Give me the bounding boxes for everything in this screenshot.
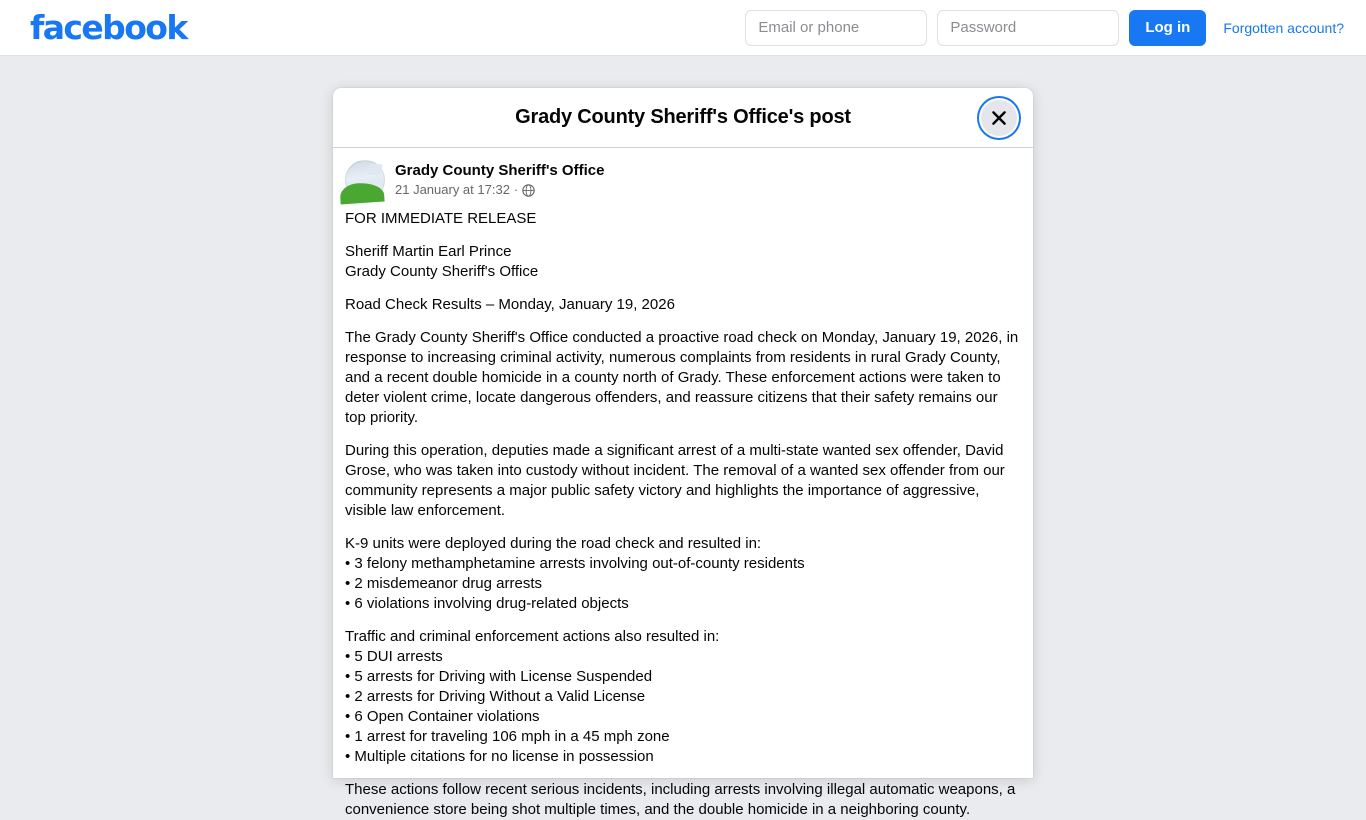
list-item: • 2 misdemeanor drug arrests <box>345 574 1021 594</box>
login-form <box>745 10 1344 46</box>
password-input[interactable] <box>937 10 1119 46</box>
paragraph-signature <box>345 242 1021 282</box>
dialog-title: Grady County Sheriff's Office's post <box>515 106 851 128</box>
forgotten-account-link[interactable]: Forgotten account? <box>1223 19 1344 36</box>
email-or-phone-input[interactable] <box>745 10 927 46</box>
post-timestamp[interactable]: 21 January at 17:32 <box>395 182 510 198</box>
post-dialog <box>333 88 1033 818</box>
page-backdrop <box>0 56 1366 818</box>
dialog-body <box>333 148 1033 818</box>
paragraph-subject: Road Check Results – Monday, January 19, 2026 <box>345 296 675 313</box>
paragraph-body-1: The Grady County Sheriff's Office conducted a proactive road check on Monday, January 19, 2026, in response to increasing criminal activity, numerous complaints from residents in rural Grady County, and a recent double homicide in a county north of Grady. These enforcement actions were taken to deter violent crime, locate dangerous offenders, and reassure citizens that their safety remains our top priority. <box>345 329 1019 426</box>
avatar-sky-shape <box>367 164 383 175</box>
dialog-header <box>333 88 1033 148</box>
facebook-top-bar <box>0 0 1366 56</box>
facebook-logo[interactable]: facebook <box>30 8 187 47</box>
list-item: • 5 DUI arrests <box>345 647 1021 667</box>
list-item: • 3 felony methamphetamine arrests involving out-of-county residents <box>345 554 1021 574</box>
post-meta <box>395 162 604 198</box>
avatar-hill-shape <box>339 181 384 204</box>
list-item: • 5 arrests for Driving with License Suspended <box>345 667 1021 687</box>
paragraph-body-3: These actions follow recent serious incidents, including arrests involving illegal automatic weapons, a convenience store being shot multiple times, and the double homicide in a neighboring county. <box>345 781 1016 818</box>
list-item: • Multiple citations for no license in possession <box>345 747 1021 767</box>
globe-icon[interactable] <box>522 184 535 197</box>
log-in-button[interactable]: Log in <box>1129 10 1206 46</box>
close-x-glyph <box>990 109 1008 127</box>
paragraph-release: FOR IMMEDIATE RELEASE <box>345 210 537 227</box>
sheriff-name: Sheriff Martin Earl Prince <box>345 243 512 260</box>
paragraph-traffic-intro: Traffic and criminal enforcement actions also resulted in: <box>345 628 720 645</box>
list-item: • 1 arrest for traveling 106 mph in a 45 mph zone <box>345 727 1021 747</box>
office-name: Grady County Sheriff's Office <box>345 263 539 280</box>
list-item: • 2 arrests for Driving Without a Valid License <box>345 687 1021 707</box>
paragraph-body-2: During this operation, deputies made a significant arrest of a multi-state wanted sex offender, David Grose, who was taken into custody without incident. The removal of a wanted sex offender from our community represents a major public safety victory and highlights the importance of aggressive, visible law enforcement. <box>345 442 1005 519</box>
post-author-header <box>333 160 1033 200</box>
avatar[interactable] <box>345 160 385 200</box>
k9-results-list <box>345 554 1021 614</box>
post-author-name[interactable]: Grady County Sheriff's Office <box>395 162 605 180</box>
list-item: • 6 violations involving drug-related objects <box>345 594 1021 614</box>
post-body <box>333 209 1033 820</box>
paragraph-k9-intro: K-9 units were deployed during the road check and resulted in: <box>345 535 762 552</box>
meta-separator: · <box>513 182 519 198</box>
close-icon[interactable] <box>981 100 1017 136</box>
post-timestamp-row <box>395 182 604 198</box>
traffic-results-list <box>345 647 1021 767</box>
list-item: • 6 Open Container violations <box>345 707 1021 727</box>
